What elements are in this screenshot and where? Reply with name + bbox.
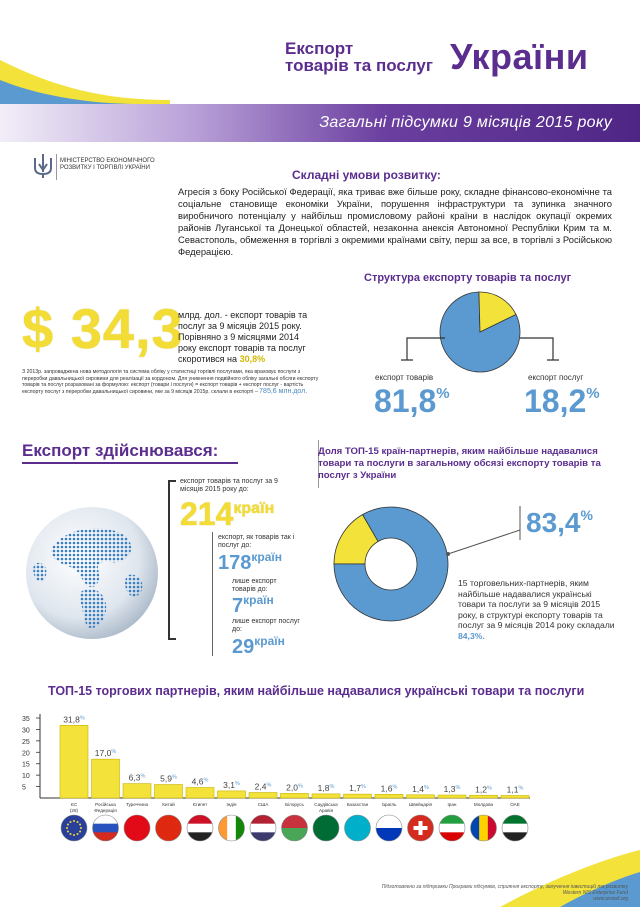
both-label: експорт, як товарів так і послуг до: [218, 534, 295, 549]
y-tick-label-0: 35 [22, 716, 30, 723]
goods-pct-sign: % [436, 385, 450, 402]
title-ukraine: України [450, 36, 589, 77]
bracket-sub [212, 532, 213, 656]
flag-icon-2 [124, 815, 150, 842]
services-only-count [232, 634, 285, 659]
bar-value-label-1: 17,0% [94, 748, 117, 759]
bar-14 [501, 795, 529, 798]
bar-value-label-5: 3,1% [223, 779, 240, 790]
goods-pct-value: 81,8 [374, 383, 437, 419]
services-pct [524, 383, 600, 420]
flag-icon-13 [471, 815, 498, 841]
x-tick-label-10-0: Ізраїль [381, 802, 397, 807]
both-count [218, 550, 282, 575]
bar-value-label-14: 1,1% [506, 784, 524, 795]
bracket-tick-top [168, 480, 176, 482]
bar-1 [92, 759, 120, 798]
x-tick-label-1-0: Російська [95, 802, 116, 807]
goods-only-label: лише експорт товарів до: [232, 578, 277, 593]
services-only-label: лише експорт послуг до: [232, 618, 300, 633]
top15-text [458, 578, 618, 641]
bar-value-sign-1: % [111, 749, 117, 756]
methodology-note [22, 369, 322, 395]
services-label: експорт послуг [528, 373, 584, 382]
goods-label: експорт товарів [375, 373, 434, 382]
x-tick-label-0-1: (28) [69, 808, 79, 813]
bar-value-label-9: 1,7% [349, 783, 366, 794]
bar-4 [186, 787, 214, 798]
countries-title: Експорт здійснювався: [22, 441, 219, 460]
bar-value-sign-12: % [455, 785, 461, 792]
bar-value-sign-0: % [79, 715, 85, 722]
flag-icon-11 [408, 815, 434, 842]
both-unit: країн [251, 550, 283, 564]
y-tick-label-6: 5 [22, 784, 26, 792]
total-countries-label: експорт товарів та послуг за 9 місяців 2015 року до: [180, 478, 278, 493]
bar-0 [60, 725, 88, 798]
top15-share-sign: % [580, 507, 593, 523]
total-countries-unit: країн [233, 500, 275, 517]
top15-text-main: 15 торговельних-партнерів, яким найбільше надавалися українські товари та послуги за 9 місяців 2015 року, в структурі експорту товарів та послуг за 9 місяців 2014 року складали [458, 578, 615, 630]
goods-pct [374, 383, 450, 420]
x-tick-label-13-0: Молдова [473, 802, 494, 807]
bracket-tick-bottom [168, 638, 176, 640]
services-only-num: 29 [232, 636, 255, 658]
country-flags [0, 812, 640, 852]
bar-value-label-12: 1,3% [443, 784, 461, 795]
goods-only-count [232, 593, 274, 618]
x-tick-label-8-0: Саудівська [314, 802, 338, 807]
bar-value-label-6: 2,4% [254, 781, 272, 792]
footer-text: Підготовлено за підтримки Програми підсумків, сприяння експорту, залучення інвестицій та розвитку Western NIS Enterprise Fund [381, 884, 628, 896]
bar-value-sign-10: % [392, 784, 398, 791]
bar-12 [438, 795, 466, 798]
donut-leader-line [440, 500, 530, 570]
intro-text: Агресія з боку Російської Федерації, яка триває вже більше року, складне фінансово-економічне та соціальне становище економіки України, порушення інфраструктури та зупинка значного виробничого потенціалу у найбільш промисловому районі країни в наслідок окупації окремих районів Луганської та Донецької областей, незаконна анексія Автономної Республіки Крим та м. Севастополь, обмеження в торгівлі з окремими країнами світу, перш за все, в торгівлі з Російською Федерацією. [178, 186, 612, 257]
x-tick-label-7-0: Білорусь [285, 802, 304, 807]
x-tick-label-0-0: ЄС [70, 802, 78, 807]
countries-title-underline [22, 462, 238, 464]
bar-11 [407, 795, 435, 798]
total-desc-text: млрд. дол. - експорт товарів та послуг за 9 місяців 2015 року. Порівняно з 9 місяцями 2014 року експорт товарів та послуг скоротився на [178, 310, 308, 364]
bar-8 [312, 794, 340, 798]
footer [368, 884, 628, 902]
bar-value-sign-5: % [234, 780, 240, 787]
bar-value-sign-11: % [423, 784, 429, 791]
top15-share-value: 83,4 [526, 507, 581, 538]
flag-icon-1 [93, 815, 119, 842]
x-tick-label-1-1: Федерація [94, 808, 117, 813]
title-line-2: товарів та послуг [285, 56, 433, 75]
bar-value-sign-14: % [518, 785, 524, 792]
flag-icon-12 [439, 815, 465, 842]
subtitle: Загальні підсумки 9 місяців 2015 року [319, 114, 612, 131]
bar-5 [218, 791, 246, 798]
flag-icon-8 [313, 815, 339, 842]
y-tick-label-4: 15 [22, 761, 30, 769]
y-tick-label-1: 30 [22, 727, 30, 735]
services-pct-value: 18,2 [524, 383, 587, 419]
flag-icon-10 [376, 815, 402, 842]
both-num: 178 [218, 552, 252, 574]
total-export-value: $ 34,3 [22, 297, 184, 360]
title-line-1: Експорт [285, 39, 354, 58]
ministry-name: МІНІСТЕРСТВО ЕКОНОМІЧНОГО РОЗВИТКУ І ТОРГІВЛІ УКРАЇНИ [60, 158, 155, 171]
x-tick-label-6-0: США [257, 802, 269, 807]
flag-icon-5 [219, 815, 246, 841]
flag-icon-6 [250, 815, 276, 842]
note-value: 785,6 млн.дол. [259, 387, 308, 395]
flag-icon-0 [61, 815, 88, 841]
bar-3 [155, 785, 183, 798]
top15-donut-chart [332, 505, 450, 623]
bar-2 [123, 784, 151, 798]
bar-value-label-2: 6,3% [128, 772, 146, 783]
bar-value-label-4: 4,6% [191, 776, 209, 787]
trident-icon [30, 152, 56, 180]
flag-icon-4 [187, 815, 213, 842]
x-tick-label-5-0: Індія [226, 802, 237, 807]
flag-icon-9 [345, 815, 371, 842]
bar-value-label-0: 31,8% [63, 714, 85, 725]
y-tick-label-3: 20 [22, 750, 30, 758]
bar-value-sign-9: % [360, 784, 366, 791]
goods-only-unit: країн [243, 593, 274, 607]
title-block [285, 40, 433, 74]
footer-site: www.wnisef.org [593, 896, 628, 902]
bar-value-label-8: 1,8% [317, 782, 335, 793]
bar-value-label-10: 1,6% [380, 783, 398, 794]
top15-question: Доля ТОП-15 країн-партнерів, яким найбільше надавалися товари та послуги в загальному обсязі експорту товарів та послуг з України [318, 446, 601, 481]
x-tick-label-12-0: Іран [447, 802, 457, 807]
intro-title: Складні умови розвитку: [292, 168, 441, 182]
y-tick-label-2: 25 [22, 738, 30, 746]
x-tick-label-14-0: ОАЕ [510, 802, 520, 807]
flag-icon-14 [502, 815, 528, 842]
x-tick-label-2-0: Туреччина [125, 802, 149, 807]
x-tick-label-9-0: Казахстан [346, 802, 369, 807]
services-only-unit: країн [254, 634, 285, 648]
flag-icon-7 [282, 815, 308, 842]
bar-6 [249, 793, 277, 798]
bar-value-label-3: 5,9% [160, 773, 177, 784]
structure-title: Структура експорту товарів та послуг [364, 272, 572, 284]
bar-value-sign-2: % [140, 773, 146, 780]
bracket-main [168, 480, 170, 640]
bar-13 [470, 795, 498, 798]
bar-7 [281, 793, 309, 798]
bar-value-sign-8: % [329, 783, 335, 790]
x-tick-label-11-0: Швейцарія [409, 802, 432, 807]
bar-value-sign-3: % [171, 774, 177, 781]
pie-leader-lines [395, 320, 565, 370]
bar-value-sign-6: % [266, 782, 272, 789]
top15-share [526, 507, 593, 539]
total-export-desc [178, 310, 320, 365]
bar-value-label-7: 2,0% [286, 782, 303, 793]
goods-only-num: 7 [232, 595, 244, 617]
bar-value-label-13: 1,2% [475, 784, 492, 795]
x-tick-label-8-1: Аравія [318, 808, 334, 813]
flag-icon-3 [156, 815, 182, 842]
globe-icon [24, 505, 160, 641]
logo-divider [56, 154, 57, 180]
bar-9 [344, 794, 372, 798]
bar-value-sign-4: % [203, 777, 209, 784]
note-text: З 2013р. запроваджена нова методологія та система обліку у статистиці торгівлі послугами, яка враховує послуги з переробки давальницької сировини для реалізації за кордоном. Для уникнення подвійного обліку загальні обсяги експорту товарів та послуг розраховані за формулою: експорт (товари і послуги) = експорт товарів + експорт послуг - вартість експорту послуг з переробки давальницької сировини, яке за 9 місяців 2015р. склали в експорті – [22, 369, 319, 395]
total-countries-num: 214 [180, 496, 234, 532]
services-pct-sign: % [586, 385, 600, 402]
bar-10 [375, 794, 403, 798]
decline-value: 30,8% [239, 354, 266, 364]
top15-prev-share: 84,3%. [458, 630, 485, 641]
x-tick-label-4-0: Єгипет [192, 802, 208, 807]
y-tick-label-5: 10 [22, 773, 30, 781]
bar-value-label-11: 1,4% [412, 783, 429, 794]
bar-value-sign-7: % [297, 783, 303, 790]
x-tick-label-3-0: Китай [162, 802, 175, 807]
bar-chart-title: ТОП-15 торгових партнерів, яким найбільше надавалися українські товари та послуги [48, 684, 585, 698]
bar-value-sign-13: % [486, 785, 492, 792]
total-countries [180, 496, 274, 533]
